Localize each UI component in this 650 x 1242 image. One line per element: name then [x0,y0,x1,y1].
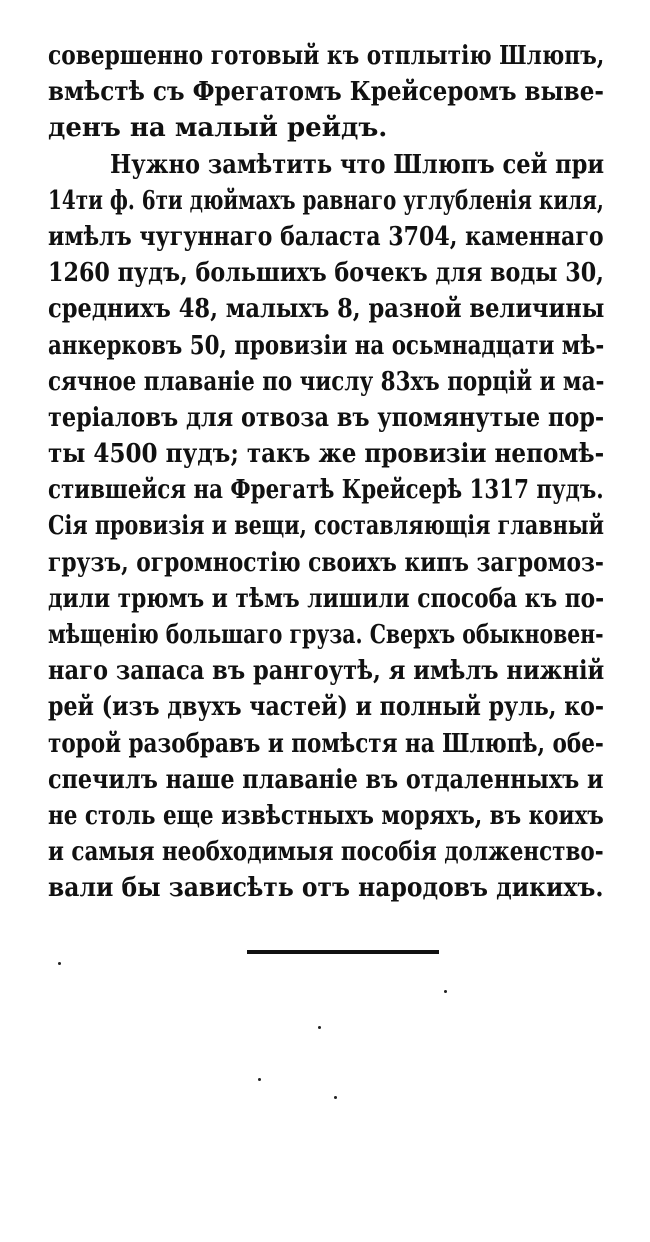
text-line: мѣщенію большаго груза. Сверхъ обыкновен- [48,620,604,650]
text-line: рей (изъ двухъ частей) и полный руль, ко- [48,692,605,723]
text-line: теріаловъ для отвоза въ упомянутые пор- [48,402,605,433]
text-line: анкерковъ 50, провизіи на осьмнадцати мѣ- [48,330,605,361]
text-line: ты 4500 пудъ; такъ же провизіи непомѣ- [48,439,605,470]
text-line: стившейся на Фрегатѣ Крейсерѣ 1317 пудъ. [48,475,604,506]
text-line: Нужно замѣтить что Шлюпъ сей при [109,149,605,180]
text-line: и самыя необходимыя пособія долженство- [48,837,604,868]
text-line: торой разобравъ и помѣстя на Шлюпѣ, обе- [48,728,604,759]
body-text [48,38,604,907]
text-line: вмѣстѣ съ Фрегатомъ Крейсеромъ выве- [48,77,604,108]
text-line: дили трюмъ и тѣмъ лишили способа къ по- [48,583,605,614]
print-speck [258,1078,261,1081]
text-line: Сія провизія и вещи, составляющія главный [48,511,605,542]
print-speck [318,1026,321,1029]
print-speck [58,962,61,965]
text-line: грузъ, огромностію своихъ кипъ загромоз- [48,547,604,578]
text-line: спечилъ наше плаваніе въ отдаленныхъ и [48,764,604,795]
section-divider-rule [247,950,439,954]
text-line: среднихъ 48, малыхъ 8, разной величины [48,294,605,325]
print-speck [334,1096,337,1099]
print-speck [444,990,447,993]
text-line: совершенно готовый къ отплытію Шлюпъ, [48,41,605,71]
text-line: сячное плаваніе по числу 83хъ порцій и ма- [48,366,605,397]
text-line: 14ти ф. 6ти дюймахъ равнаго углубленія киля, [48,185,604,216]
text-line: имѣлъ чугуннаго баласта 3704, каменнаго [48,221,604,252]
text-line: вали бы зависѣть отъ народовъ дикихъ. [48,873,604,904]
text-line: 1260 пудъ, большихъ бочекъ для воды 30, [48,258,604,289]
text-line: не столь еще извѣстныхъ моряхъ, въ коихъ [48,800,604,831]
text-line: наго запаса въ рангоутѣ, я имѣлъ нижній [48,656,605,687]
text-line: денъ на малый рейдъ. [48,113,388,144]
